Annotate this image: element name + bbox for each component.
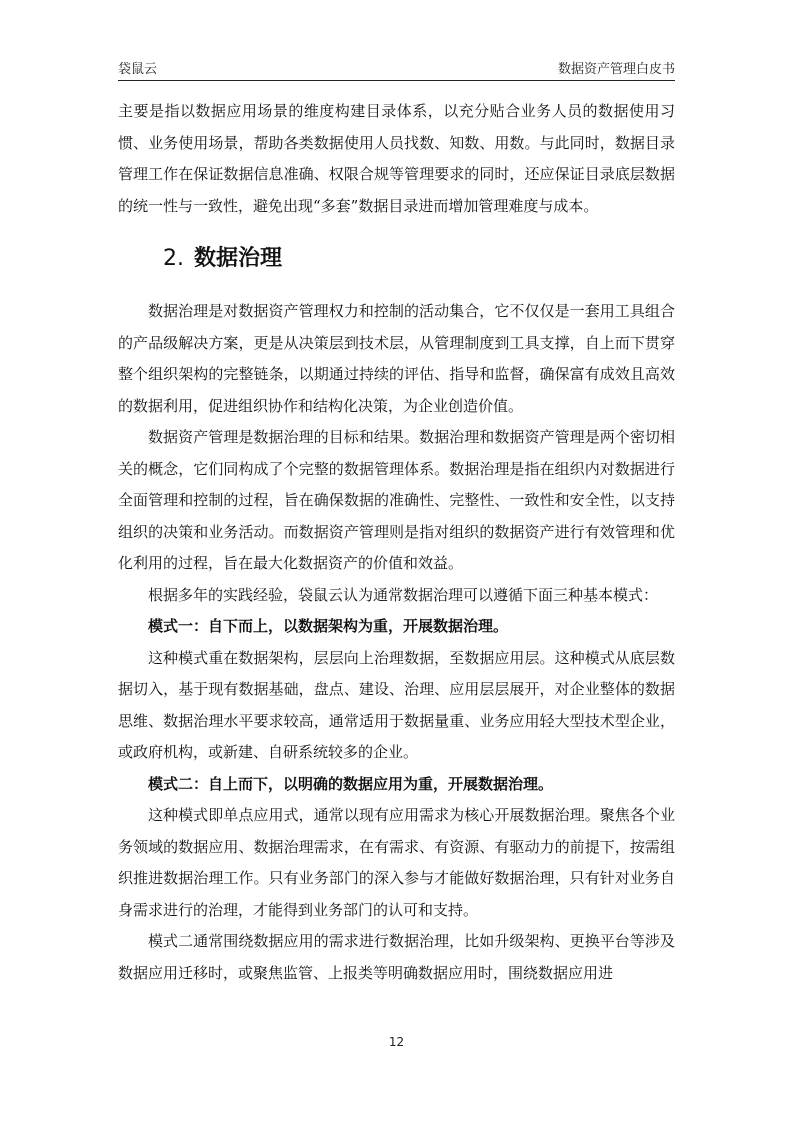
paragraph-governance-definition: 数据治理是对数据资产管理权力和控制的活动集合，它不仅仅是一套用工具组合的产品级解决方案，更是从决策层到技术层，从管理制度到工具支撑，自上而下贯穿整个组织架构的完整链条，以期通过持续的评估、指导和监督，确保富有成效且高效的数据利用，促进组织协作和结构化决策，为企业创造价值。 (118, 302, 675, 415)
section-title: 数据治理 (194, 246, 283, 271)
page-header (118, 56, 675, 81)
paragraph-mode-one: 这种模式重在数据架构，层层向上治理数据，至数据应用层。这种模式从底层数据切入，基于现有数据基础，盘点、建设、治理、应用层层展开，对企业整体的数据思维、数据治理水平要求较高，通常适用于数据量重、业务应用轻大型技术型企业，或政府机构，或新建、自研系统较多的企业。 (118, 648, 675, 761)
page-number: 12 (388, 1035, 405, 1049)
header-document-title: 数据资产管理白皮书 (557, 62, 675, 77)
mode-one-heading: 模式一：自下而上，以数据架构为重，开展数据治理。 (148, 617, 509, 635)
header-company-name: 袋鼠云 (118, 62, 158, 77)
paragraph-three-modes-intro: 根据多年的实践经验，袋鼠云认为通常数据治理可以遵循下面三种基本模式： (148, 585, 659, 604)
paragraph-asset-management-relation: 数据资产管理是数据治理的目标和结果。数据治理和数据资产管理是两个密切相关的概念，它们同构成了个完整的数据管理体系。数据治理是指在组织内对数据进行全面管理和控制的过程，旨在确保数据的准确性、完整性、一致性和安全性，以支持组织的决策和业务活动。而数据资产管理则是指对组织的数据资产进行有效管理和优化利用的过程，旨在最大化数据资产的价值和效益。 (118, 428, 675, 572)
page-content (118, 96, 675, 989)
section-heading (163, 241, 675, 277)
paragraph-mode-two: 这种模式即单点应用式，通常以现有应用需求为核心开展数据治理。聚焦各个业务领域的数据应用、数据治理需求，在有需求、有资源、有驱动力的前提下，按需组织推进数据治理工作。只有业务部门的深入参与才能做好数据治理，只有针对业务自身需求进行的治理，才能得到业务部门的认可和支持。 (118, 806, 675, 919)
section-number: 2. (163, 246, 184, 271)
paragraph-mode-two-detail: 模式二通常围绕数据应用的需求进行数据治理，比如升级架构、更换平台等涉及数据应用迁移时，或聚焦监管、上报类等明确数据应用时，围绕数据应用进 (118, 932, 675, 982)
paragraph-continuation: 主要是指以数据应用场景的维度构建目录体系，以充分贴合业务人员的数据使用习惯、业务使用场景，帮助各类数据使用人员找数、知数、用数。与此同时，数据目录管理工作在保证数据信息准确、权限合规等管理要求的同时，还应保证目录底层数据的统一性与一致性，避免出现“多套”数据目录进而增加管理难度与成本。 (118, 102, 675, 215)
mode-two-heading: 模式二：自上而下，以明确的数据应用为重，开展数据治理。 (148, 774, 554, 793)
